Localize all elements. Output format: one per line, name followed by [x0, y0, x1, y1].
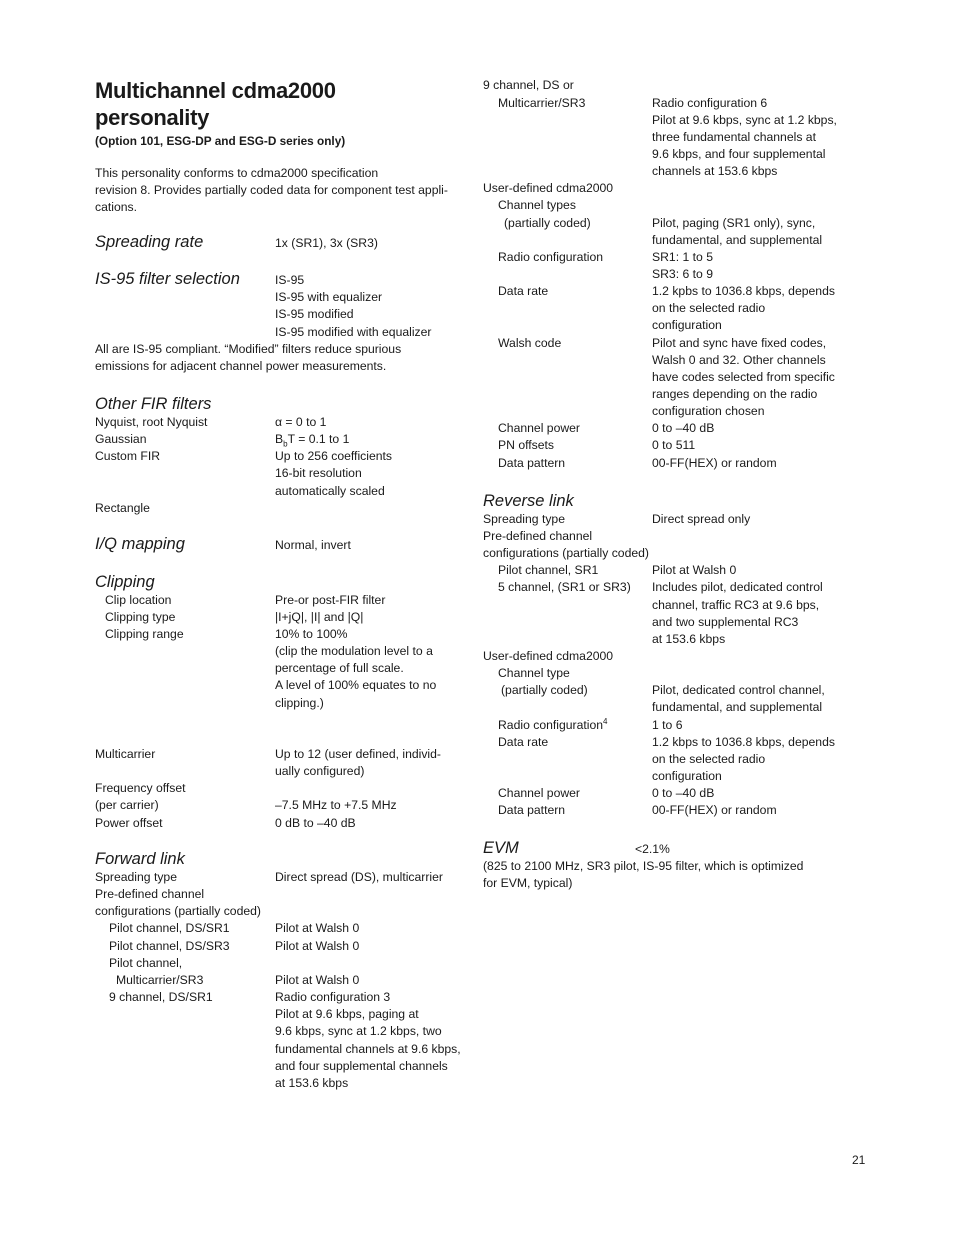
rev-spreading-value: Direct spread only — [652, 512, 751, 526]
user-fwd-rate-value: on the selected radio — [652, 301, 766, 315]
user-fwd-pn-label: PN offsets — [498, 438, 554, 452]
fwd-pilot-mc-label: Pilot channel, — [109, 956, 183, 970]
page-title-line2: personality — [95, 105, 210, 130]
fwd-pilot-mc-value: Pilot at Walsh 0 — [275, 973, 360, 987]
user-fwd-pattern-value: 00-FF(HEX) or random — [652, 456, 777, 470]
multicarrier-value: Up to 12 (user defined, individ- — [275, 747, 441, 761]
user-rev-rate-value: configuration — [652, 769, 722, 783]
user-fwd-types-label: Channel types — [498, 198, 576, 212]
rev-five-value: at 153.6 kbps — [652, 632, 726, 646]
rev-five-value: and two supplemental RC3 — [652, 615, 799, 629]
page-number: 21 — [852, 1153, 866, 1167]
user-rev-rate-value: on the selected radio — [652, 752, 766, 766]
section-heading-forward-link: Forward link — [95, 850, 185, 868]
clip-range-value: A level of 100% equates to no — [275, 678, 437, 692]
rt-nine-label: 9 channel, DS or — [483, 78, 574, 92]
rev-spreading-label: Spreading type — [483, 512, 565, 526]
fwd-nine-value: at 153.6 kbps — [275, 1076, 349, 1090]
user-fwd-walsh-value: configuration chosen — [652, 404, 765, 418]
clip-type-value: |I+jQ|, |I| and |Q| — [275, 610, 364, 624]
user-fwd-pn-value: 0 to 511 — [652, 438, 696, 452]
fir-gaussian-label: Gaussian — [95, 432, 147, 446]
section-heading-clipping: Clipping — [95, 573, 155, 591]
evm-value: <2.1% — [635, 842, 670, 856]
is95-note: emissions for adjacent channel power measurements. — [95, 359, 387, 373]
freq-offset-value: –7.5 MHz to +7.5 MHz — [275, 798, 397, 812]
user-rev-rate-value: 1.2 kbps to 1036.8 kbps, depends — [652, 735, 835, 749]
user-fwd-power-label: Channel power — [498, 421, 580, 435]
is95-value: IS-95 — [275, 273, 305, 287]
power-offset-value: 0 dB to –40 dB — [275, 816, 356, 830]
section-heading-iq: I/Q mapping — [95, 535, 185, 553]
spreading-rate-value: 1x (SR1), 3x (SR3) — [275, 236, 378, 250]
fir-custom-value: 16-bit resolution — [275, 466, 362, 480]
is95-note: All are IS-95 compliant. “Modified” filters reduce spurious — [95, 342, 402, 356]
intro-line: This personality conforms to cdma2000 specification — [95, 166, 379, 180]
clip-type-label: Clipping type — [105, 610, 176, 624]
fwd-predef-label: configurations (partially coded) — [95, 904, 261, 918]
rt-nine-value: Pilot at 9.6 kbps, sync at 1.2 kbps, — [652, 113, 837, 127]
freq-offset-label: (per carrier) — [95, 798, 159, 812]
user-fwd-walsh-value: Pilot and sync have fixed codes, — [652, 336, 827, 350]
user-fwd-rate-value: configuration — [652, 318, 722, 332]
is95-value: IS-95 with equalizer — [275, 290, 383, 304]
user-fwd-radio-label: Radio configuration — [498, 250, 604, 264]
fwd-nine-label: 9 channel, DS/SR1 — [109, 990, 213, 1004]
section-heading-fir: Other FIR filters — [95, 395, 212, 413]
user-rev-type-label: Channel type — [498, 666, 570, 680]
user-fwd-radio-value: SR3: 6 to 9 — [652, 267, 713, 281]
rt-nine-value: three fundamental channels at — [652, 130, 816, 144]
user-fwd-types-value: Pilot, paging (SR1 only), sync, — [652, 216, 816, 230]
clip-location-value: Pre-or post-FIR filter — [275, 593, 386, 607]
iq-value: Normal, invert — [275, 538, 351, 552]
user-rev-radio-value: 1 to 6 — [652, 718, 683, 732]
rev-predef-label: Pre-defined channel — [483, 529, 593, 543]
power-offset-label: Power offset — [95, 816, 163, 830]
user-rev-type-label: (partially coded) — [501, 683, 588, 697]
user-rev-radio-label: Radio configuration$^4$ — [498, 716, 608, 732]
clip-range-value: 10% to 100% — [275, 627, 348, 641]
fwd-pilot-ds-value: Pilot at Walsh 0 — [275, 921, 360, 935]
clip-range-value: clipping.) — [275, 696, 324, 710]
clip-location-label: Clip location — [105, 593, 172, 607]
user-fwd-walsh-value: ranges depending on the radio — [652, 387, 818, 401]
fwd-nine-value: and four supplemental channels — [275, 1059, 448, 1073]
user-fwd-walsh-value: Walsh 0 and 32. Other channels — [652, 353, 826, 367]
fwd-nine-value: Pilot at 9.6 kbps, paging at — [275, 1007, 419, 1021]
user-fwd-rate-label: Data rate — [498, 284, 549, 298]
clip-range-value: percentage of full scale. — [275, 661, 404, 675]
rev-pilot-label: Pilot channel, SR1 — [498, 563, 599, 577]
clip-range-label: Clipping range — [105, 627, 184, 641]
page-title: Multichannel cdma2000 — [95, 78, 336, 103]
user-rev-rate-label: Data rate — [498, 735, 549, 749]
clip-range-value: (clip the modulation level to a — [275, 644, 433, 658]
rt-nine-value: Radio configuration 6 — [652, 96, 768, 110]
section-heading-is95: IS-95 filter selection — [95, 270, 240, 288]
fir-custom-label: Custom FIR — [95, 449, 161, 463]
section-heading-evm: EVM — [483, 839, 519, 857]
fwd-nine-value: fundamental channels at 9.6 kbps, — [275, 1042, 461, 1056]
user-fwd-walsh-label: Walsh code — [498, 336, 562, 350]
rev-pilot-value: Pilot at Walsh 0 — [652, 563, 737, 577]
fir-gaussian-value: $B_bT = 0.1$ to 1 — [275, 432, 350, 449]
rev-five-value: channel, traffic RC3 at 9.6 bps, — [652, 598, 820, 612]
fwd-pilot-ds-label: Pilot channel, DS/SR1 — [109, 921, 230, 935]
is95-value: IS-95 modified — [275, 307, 354, 321]
fir-custom-value: automatically scaled — [275, 484, 385, 498]
user-rev-power-value: 0 to –40 dB — [652, 786, 715, 800]
option-note: (Option 101, ESG-DP and ESG-D series only) — [95, 134, 346, 148]
user-rev-pattern-label: Data pattern — [498, 803, 566, 817]
multicarrier-value: ually configured) — [275, 764, 365, 778]
fir-custom-value: Up to 256 coefficients — [275, 449, 392, 463]
evm-note: (825 to 2100 MHz, SR3 pilot, IS-95 filter, which is optimized — [483, 859, 804, 873]
user-fwd-radio-value: SR1: 1 to 5 — [652, 250, 713, 264]
user-fwd-power-value: 0 to –40 dB — [652, 421, 715, 435]
fwd-predef-label: Pre-defined channel — [95, 887, 205, 901]
user-rev-power-label: Channel power — [498, 786, 580, 800]
user-rev-type-value: fundamental, and supplemental — [652, 700, 823, 714]
rev-five-label: 5 channel, (SR1 or SR3) — [498, 580, 631, 594]
user-fwd-label: User-defined cdma2000 — [483, 181, 614, 195]
multicarrier-label: Multicarrier — [95, 747, 156, 761]
fwd-nine-value: 9.6 kbps, sync at 1.2 kbps, two — [275, 1024, 442, 1038]
user-rev-label: User-defined cdma2000 — [483, 649, 614, 663]
user-fwd-walsh-value: have codes selected from specific — [652, 370, 835, 384]
user-rev-pattern-value: 00-FF(HEX) or random — [652, 803, 777, 817]
user-rev-type-value: Pilot, dedicated control channel, — [652, 683, 825, 697]
evm-note: for EVM, typical) — [483, 876, 573, 890]
fwd-pilot-mc-label: Multicarrier/SR3 — [116, 973, 204, 987]
section-heading-reverse-link: Reverse link — [483, 492, 574, 510]
rev-predef-label: configurations (partially coded) — [483, 546, 649, 560]
fir-nyquist-label: Nyquist, root Nyquist — [95, 415, 208, 429]
freq-offset-label: Frequency offset — [95, 781, 186, 795]
is95-value: IS-95 modified with equalizer — [275, 325, 432, 339]
user-fwd-types-label: (partially coded) — [504, 216, 591, 230]
fwd-nine-value: Radio configuration 3 — [275, 990, 391, 1004]
intro-line: revision 8. Provides partially coded data for component test appli- — [95, 183, 448, 197]
fwd-pilot-sr3-value: Pilot at Walsh 0 — [275, 939, 360, 953]
user-fwd-types-value: fundamental, and supplemental — [652, 233, 823, 247]
fwd-spreading-value: Direct spread (DS), multicarrier — [275, 870, 443, 884]
user-fwd-pattern-label: Data pattern — [498, 456, 566, 470]
fwd-spreading-label: Spreading type — [95, 870, 177, 884]
fir-nyquist-value: α = 0 to 1 — [275, 415, 327, 429]
intro-line: cations. — [95, 200, 138, 214]
user-fwd-rate-value: 1.2 kpbs to 1036.8 kbps, depends — [652, 284, 835, 298]
rt-nine-label: Multicarrier/SR3 — [498, 96, 586, 110]
section-heading-spreading-rate: Spreading rate — [95, 233, 204, 251]
fwd-pilot-sr3-label: Pilot channel, DS/SR3 — [109, 939, 230, 953]
rt-nine-value: 9.6 kbps, and four supplemental — [652, 147, 826, 161]
rev-five-value: Includes pilot, dedicated control — [652, 580, 823, 594]
rt-nine-value: channels at 153.6 kbps — [652, 164, 778, 178]
fir-rect-label: Rectangle — [95, 501, 150, 515]
